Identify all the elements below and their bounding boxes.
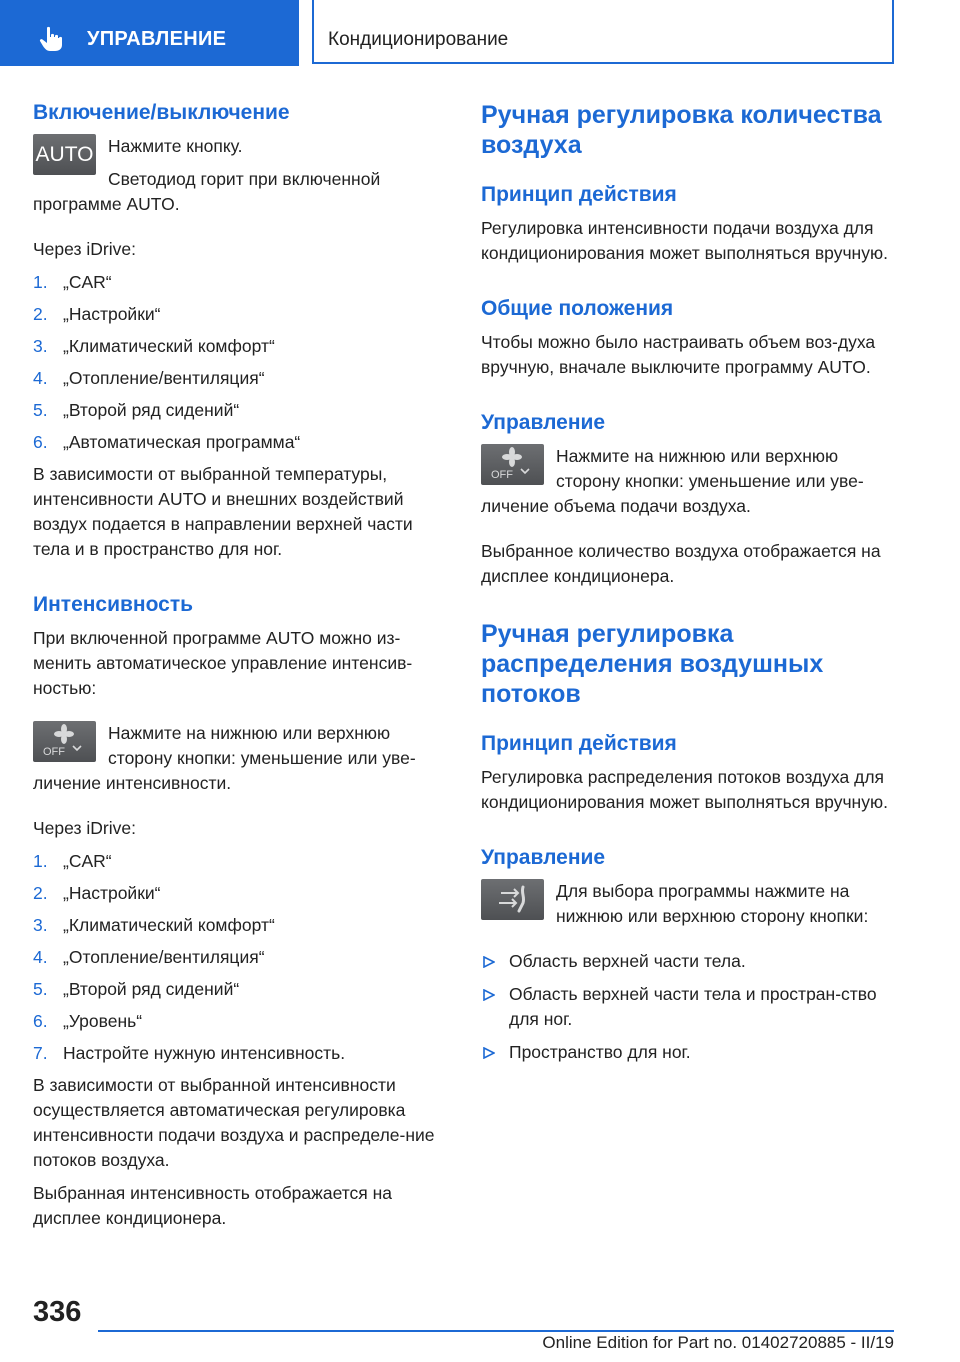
auto-regulation-paragraph: В зависимости от выбранной интенсивности осуществляется автоматическая регулировка интенсивности подачи воздуха и распределе-ние потоков воздуха. — [33, 1075, 435, 1170]
via-idrive-text-2: Через iDrive: — [33, 818, 136, 838]
general-paragraph: Чтобы можно было настраивать объем воз-духа вручную, вначале выключите программу AUTO. — [481, 332, 876, 377]
heading-manual-amount: Ручная регулировка количества воздуха — [481, 101, 882, 159]
list-item: 4. „Отопление/вентиляция“ — [33, 368, 265, 388]
section-title: УПРАВЛЕНИЕ — [87, 28, 227, 50]
idrive-steps-1 — [33, 270, 445, 455]
list-item: 4. „Отопление/вентиляция“ — [33, 947, 265, 967]
heading-control-2: Управление — [481, 846, 606, 869]
list-item: 7. Настройте нужную интенсивность. — [33, 1043, 346, 1063]
list-item: 1. „CAR“ — [33, 272, 112, 292]
auto-button-label: AUTO — [35, 143, 94, 166]
idrive-steps-2 — [33, 849, 445, 1066]
select-program-text: Для выбора программы нажмите на нижнюю или верхнюю сторону кнопки: — [556, 881, 869, 926]
section-tab — [0, 0, 299, 66]
auto-button-icon — [33, 134, 96, 175]
airflow-options-list — [481, 949, 895, 1065]
hand-pointer-icon — [38, 26, 64, 52]
heading-intensity: Интенсивность — [33, 593, 194, 616]
list-item: 6. „Уровень“ — [33, 1011, 143, 1031]
list-item: 3. „Климатический комфорт“ — [33, 336, 275, 356]
heading-principle-1: Принцип действия — [481, 183, 677, 206]
press-button-text: Нажмите кнопку. — [108, 136, 243, 156]
subsection-title: Кондиционирование — [328, 29, 509, 50]
heading-manual-distribution: Ручная регулировка распределения воздушных потоков — [481, 620, 824, 708]
airflow-distribution-icon — [481, 879, 544, 920]
triangle-bullet-icon — [483, 956, 495, 968]
list-item: Пространство для ног. — [481, 1040, 895, 1065]
heading-on-off: Включение/выключение — [33, 101, 290, 124]
led-text: Светодиод горит при включенной программе AUTO. — [33, 169, 381, 214]
press-volume-text: Нажмите на нижнюю или верхнюю сторону кнопки: уменьшение или уве-личение объема подачи воздуха. — [481, 446, 864, 516]
fan-button-block — [33, 721, 445, 804]
list-item: Область верхней части тела и простран-ство для ног. — [481, 982, 895, 1032]
list-item: Область верхней части тела. — [481, 949, 895, 974]
svg-text:OFF: OFF — [43, 746, 65, 758]
subsection-tab — [312, 0, 894, 64]
list-item: 5. „Второй ряд сидений“ — [33, 979, 240, 999]
fan-off-button-icon — [481, 444, 544, 485]
list-item: 2. „Настройки“ — [33, 883, 161, 903]
display-intensity-paragraph: Выбранная интенсивность отображается на дисплее кондиционера. — [33, 1183, 393, 1228]
airflow-button-block — [481, 879, 895, 937]
fan-off-button-icon — [33, 721, 96, 762]
footer-divider — [98, 1330, 894, 1332]
via-idrive-text: Через iDrive: — [33, 239, 136, 259]
triangle-bullet-icon — [483, 989, 495, 1001]
triangle-bullet-icon — [483, 1047, 495, 1059]
heading-principle-2: Принцип действия — [481, 732, 677, 755]
page-number: 336 — [33, 1296, 82, 1328]
list-item: 2. „Настройки“ — [33, 304, 161, 324]
list-item: 5. „Второй ряд сидений“ — [33, 400, 240, 420]
list-item: 6. „Автоматическая программа“ — [33, 432, 301, 452]
principle-paragraph-2: Регулировка распределения потоков воздуха для кондиционирования может выполняться вручную. — [481, 767, 888, 812]
edition-text: Online Edition for Part no. 01402720885 - II/19 — [542, 1333, 894, 1352]
principle-paragraph-1: Регулировка интенсивности подачи воздуха для кондиционирования может выполняться вручную. — [481, 218, 888, 263]
intensity-paragraph: При включенной программе AUTO можно из-менить автоматическое управление интенсив-ностью: — [33, 628, 413, 698]
right-column — [481, 100, 895, 1073]
page-header — [0, 0, 960, 66]
display-amount-paragraph: Выбранное количество воздуха отображается на дисплее кондиционера. — [481, 541, 881, 586]
auto-button-block — [33, 134, 445, 225]
dependence-paragraph: В зависимости от выбранной температуры, интенсивности AUTO и внешних воздействий воздух подается в направлении верхней части тела и в пространство для ног. — [33, 464, 413, 559]
heading-general: Общие положения — [481, 297, 674, 320]
fan-button-block-right — [481, 444, 895, 527]
list-item: 3. „Климатический комфорт“ — [33, 915, 275, 935]
press-intensity-text: Нажмите на нижнюю или верхнюю сторону кнопки: уменьшение или уве-личение интенсивности. — [33, 723, 416, 793]
svg-text:OFF: OFF — [491, 469, 513, 481]
left-column — [33, 100, 445, 1239]
heading-control-1: Управление — [481, 411, 606, 434]
list-item: 1. „CAR“ — [33, 851, 112, 871]
